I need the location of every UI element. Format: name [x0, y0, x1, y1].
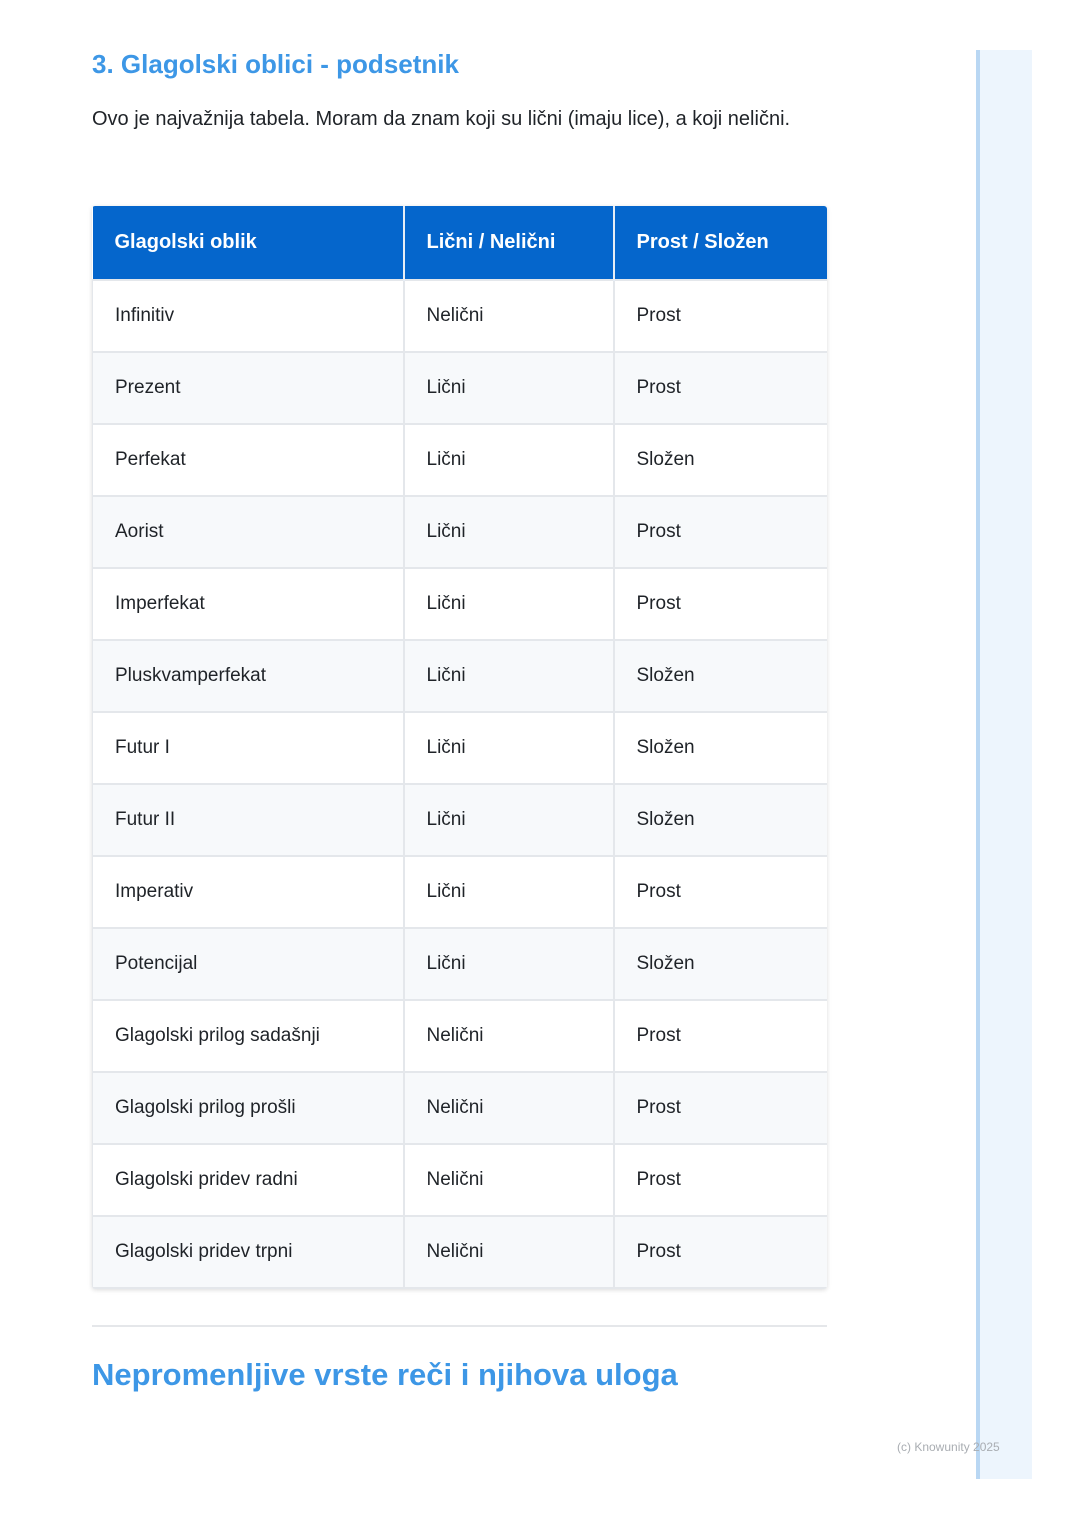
cell-simple-compound: Prost [614, 856, 828, 928]
cell-verb-form: Futur II [93, 784, 404, 856]
side-panel [976, 50, 1032, 1479]
cell-personal: Nelični [404, 280, 614, 352]
cell-personal: Lični [404, 928, 614, 1000]
verb-forms-table [92, 206, 827, 1289]
cell-simple-compound: Prost [614, 496, 828, 568]
table-row [93, 784, 828, 856]
cell-simple-compound: Prost [614, 1144, 828, 1216]
cell-personal: Lični [404, 352, 614, 424]
cell-simple-compound: Prost [614, 280, 828, 352]
cell-personal: Lični [404, 640, 614, 712]
table-row [93, 496, 828, 568]
table-row [93, 1216, 828, 1288]
cell-simple-compound: Prost [614, 1072, 828, 1144]
intro-paragraph: Ovo je najvažnija tabela. Moram da znam koji su lični (imaju lice), a koji nelični. [92, 108, 791, 130]
cell-simple-compound: Prost [614, 352, 828, 424]
cell-personal: Lični [404, 856, 614, 928]
cell-verb-form: Glagolski pridev trpni [93, 1216, 404, 1288]
cell-personal: Lični [404, 424, 614, 496]
section-title: 3. Glagolski oblici - podsetnik [92, 49, 459, 79]
cell-simple-compound: Složen [614, 784, 828, 856]
cell-simple-compound: Složen [614, 640, 828, 712]
cell-personal: Nelični [404, 1000, 614, 1072]
cell-verb-form: Prezent [93, 352, 404, 424]
table-row [93, 856, 828, 928]
cell-verb-form: Pluskvamperfekat [93, 640, 404, 712]
copyright-footer: (c) Knowunity 2025 [897, 1440, 1000, 1454]
cell-personal: Lični [404, 712, 614, 784]
cell-simple-compound: Prost [614, 1216, 828, 1288]
table-row [93, 568, 828, 640]
cell-personal: Lični [404, 568, 614, 640]
cell-verb-form: Futur I [93, 712, 404, 784]
cell-simple-compound: Složen [614, 928, 828, 1000]
cell-verb-form: Imperativ [93, 856, 404, 928]
cell-personal: Nelični [404, 1144, 614, 1216]
cell-simple-compound: Složen [614, 712, 828, 784]
table-row [93, 424, 828, 496]
cell-verb-form: Glagolski pridev radni [93, 1144, 404, 1216]
cell-verb-form: Infinitiv [93, 280, 404, 352]
table-body [93, 280, 828, 1288]
next-section-title: Nepromenljive vrste reči i njihova uloga [92, 1357, 678, 1392]
table-row [93, 928, 828, 1000]
cell-personal: Nelični [404, 1216, 614, 1288]
table-row [93, 1000, 828, 1072]
cell-simple-compound: Prost [614, 1000, 828, 1072]
cell-simple-compound: Složen [614, 424, 828, 496]
cell-verb-form: Imperfekat [93, 568, 404, 640]
cell-verb-form: Glagolski prilog sadašnji [93, 1000, 404, 1072]
section-divider [92, 1325, 827, 1327]
column-header-simple: Prost / Složen [614, 206, 828, 280]
cell-simple-compound: Prost [614, 568, 828, 640]
table-row [93, 1144, 828, 1216]
cell-personal: Nelični [404, 1072, 614, 1144]
cell-verb-form: Perfekat [93, 424, 404, 496]
table-row [93, 1072, 828, 1144]
table-header-row [93, 206, 828, 280]
column-header-personal: Lični / Nelični [404, 206, 614, 280]
column-header-form: Glagolski oblik [93, 206, 404, 280]
cell-verb-form: Aorist [93, 496, 404, 568]
cell-verb-form: Potencijal [93, 928, 404, 1000]
cell-personal: Lični [404, 496, 614, 568]
cell-verb-form: Glagolski prilog prošli [93, 1072, 404, 1144]
cell-personal: Lični [404, 784, 614, 856]
table-row [93, 352, 828, 424]
table-row [93, 712, 828, 784]
table-row [93, 280, 828, 352]
table-row [93, 640, 828, 712]
